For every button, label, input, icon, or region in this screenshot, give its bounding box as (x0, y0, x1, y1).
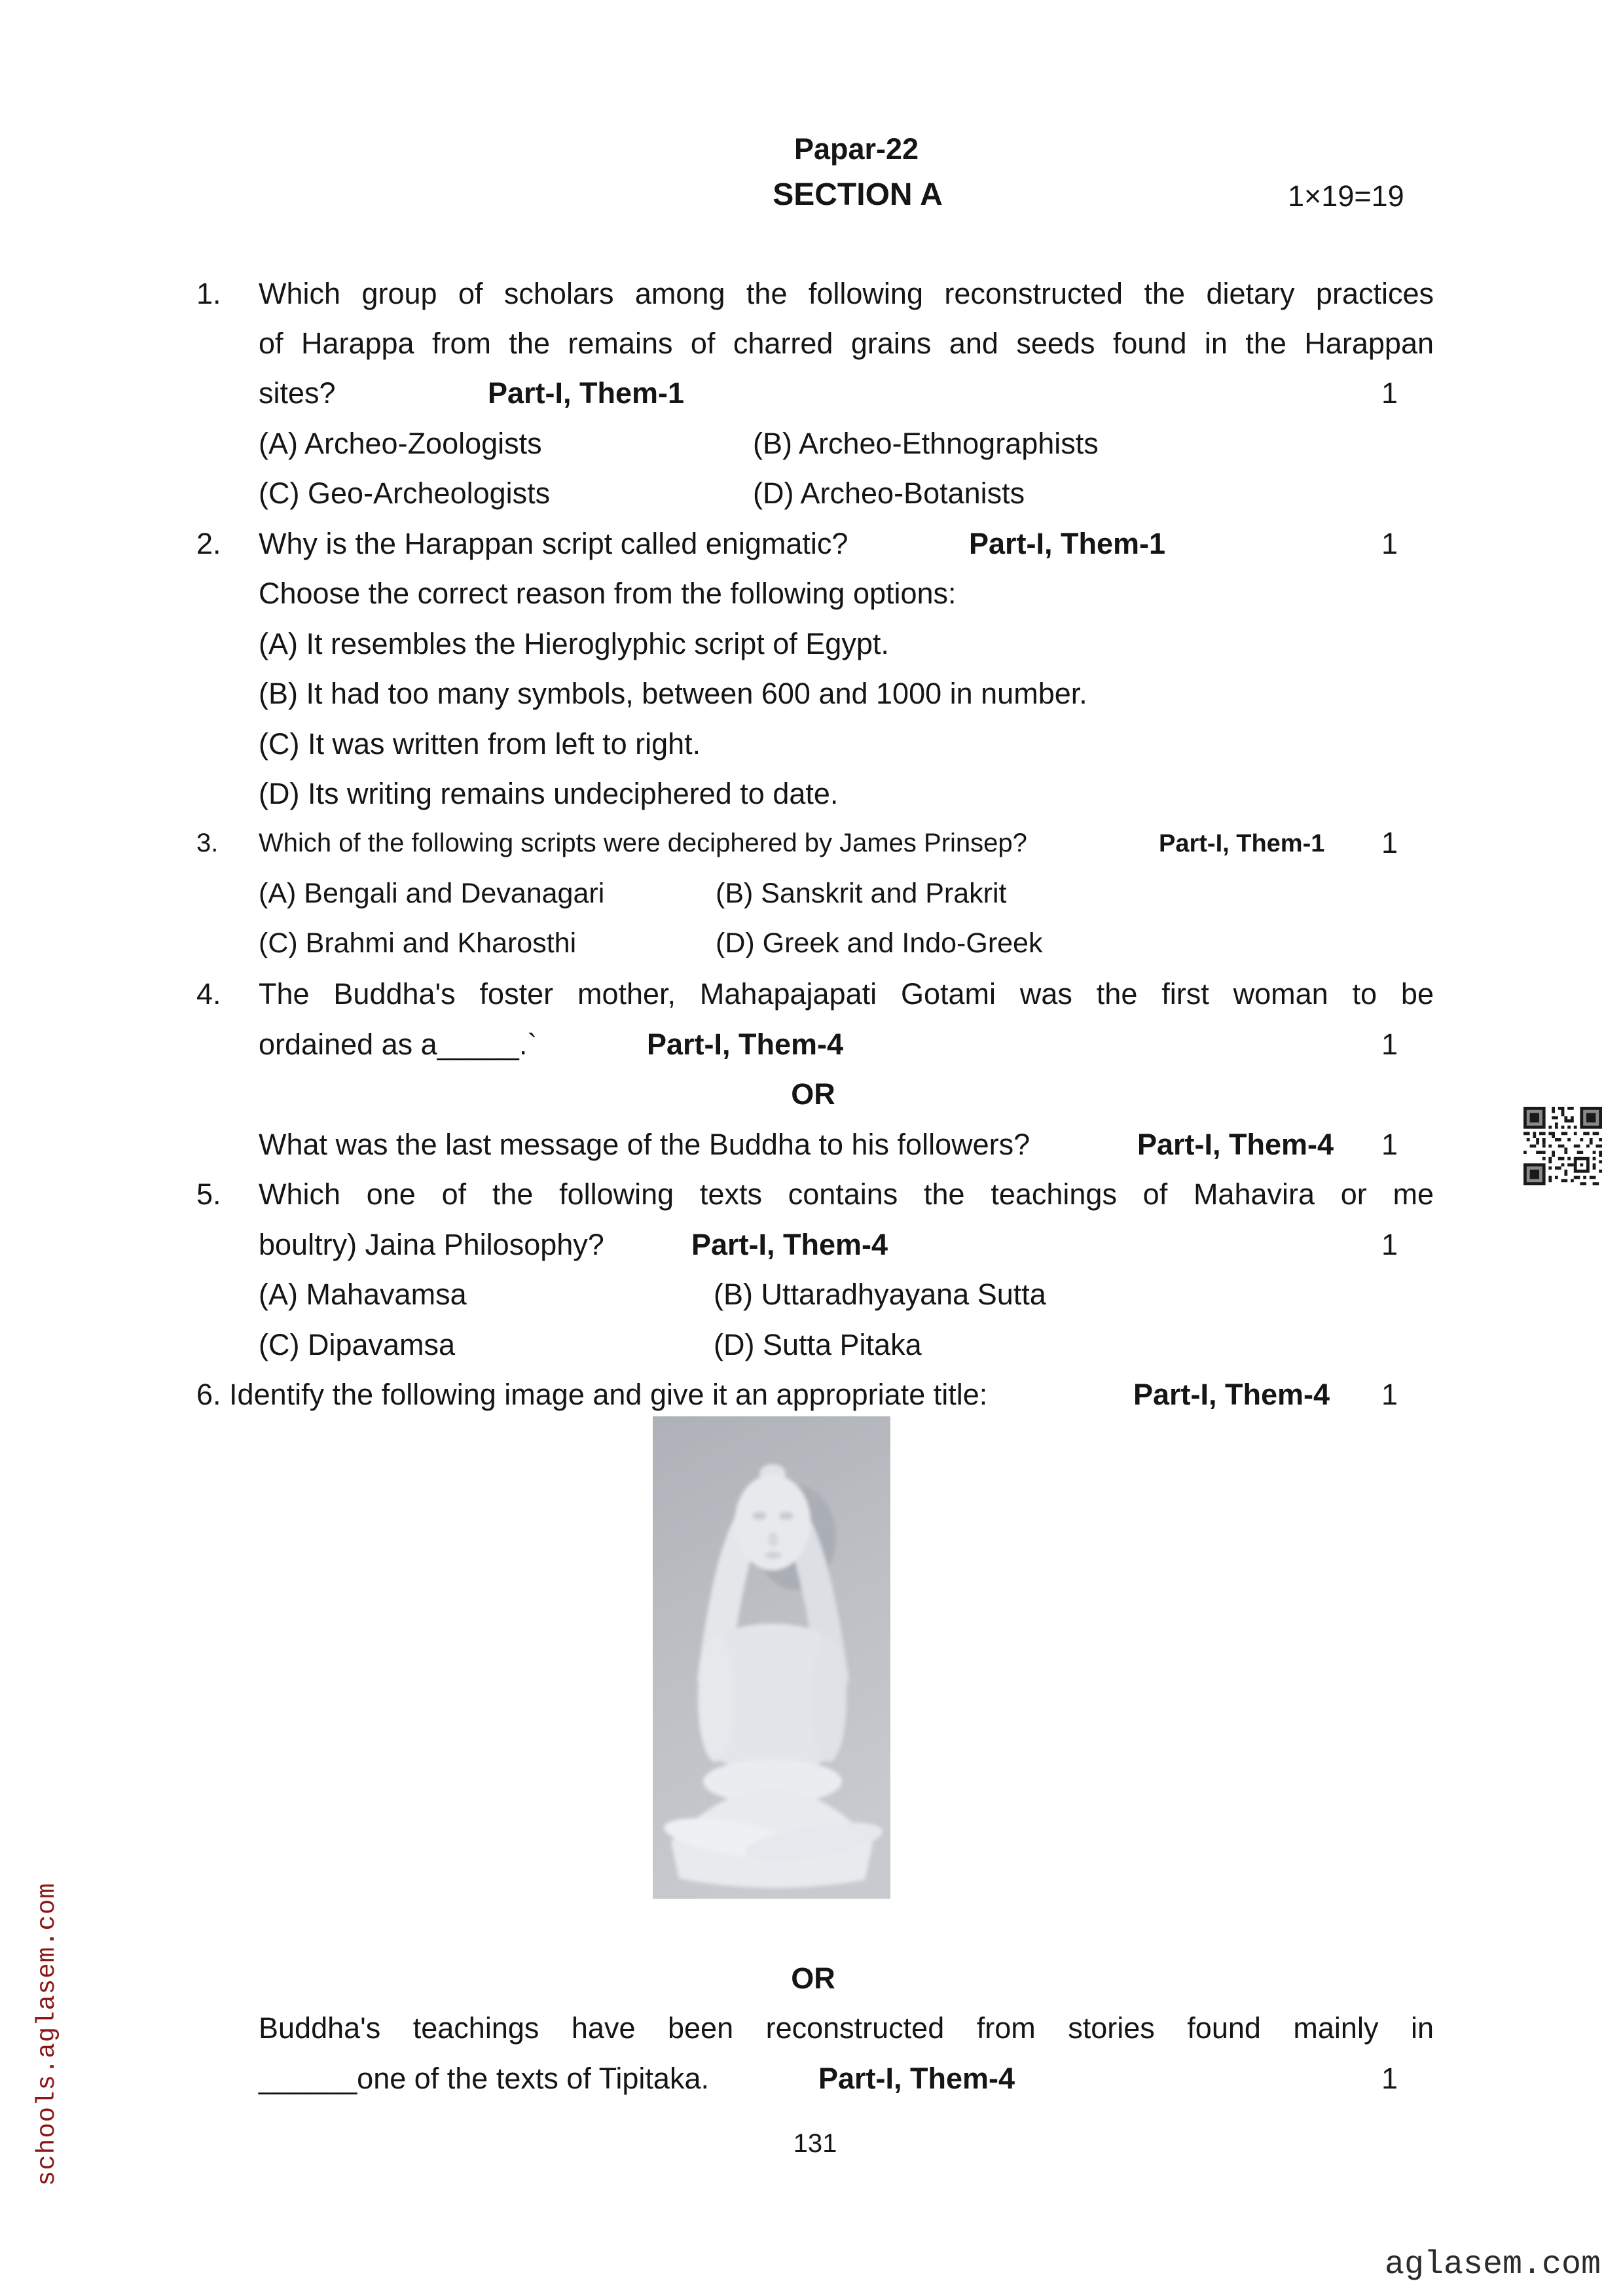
q6-line (196, 1376, 987, 1413)
q4-mark: 1 (1381, 1028, 1398, 1061)
q2-option-d: (D) Its writing remains undeciphered to date. (259, 777, 839, 810)
q4-line2: ordained as a_____.` (259, 1028, 538, 1061)
q3-option-a: (A) Bengali and Devanagari (259, 878, 605, 909)
q1-line3: sites? (259, 376, 336, 410)
qr-code-graphic (1523, 1106, 1602, 1186)
q5-theme-tag: Part-I, Them-4 (691, 1228, 888, 1261)
seated-sculpture-photo (653, 1416, 890, 1899)
q3-theme-tag: Part-I, Them-1 (1159, 830, 1325, 857)
q1-option-c: (C) Geo-Archeologists (259, 476, 551, 510)
q1-option-b: (B) Archeo-Ethnographists (753, 427, 1099, 460)
q2-option-a: (A) It resembles the Hieroglyphic script of Egypt. (259, 627, 889, 660)
q5-number: 5. (196, 1177, 221, 1211)
left-watermark: schools.aglasem.com (33, 1882, 62, 2186)
q1-line2: of Harappa from the remains of charred grains and seeds found in the Harappan (259, 327, 1434, 360)
q5-line2: boultry) Jaina Philosophy? (259, 1228, 604, 1261)
question-image (653, 1416, 890, 1899)
q5-option-d: (D) Sutta Pitaka (714, 1328, 922, 1361)
q4-line1: The Buddha's foster mother, Mahapajapati Gotami was the first woman to be (259, 977, 1434, 1011)
q3-line1: Which of the following scripts were deciphered by James Prinsep? (259, 829, 1027, 857)
q6-or-theme-tag: Part-I, Them-4 (818, 2062, 1015, 2095)
q6-or-mark: 1 (1381, 2062, 1398, 2095)
q2-option-c: (C) It was written from left to right. (259, 727, 701, 761)
q6-text: Identify the following image and give it an appropriate title: (229, 1378, 988, 1411)
q1-option-a: (A) Archeo-Zoologists (259, 427, 542, 460)
q4-alt-mark: 1 (1381, 1128, 1398, 1161)
q1-option-d: (D) Archeo-Botanists (753, 476, 1025, 510)
paper-title: Papar-22 (793, 132, 919, 166)
q6-or-label: OR (791, 1962, 835, 1995)
q6-or-line1: Buddha's teachings have been reconstructed from stories found mainly in (259, 2011, 1434, 2045)
q1-theme-tag: Part-I, Them-1 (488, 376, 685, 410)
q4-alt-theme-tag: Part-I, Them-4 (1137, 1128, 1334, 1161)
q1-mark: 1 (1381, 376, 1398, 410)
q3-option-b: (B) Sanskrit and Prakrit (716, 878, 1007, 909)
bottom-right-watermark: aglasem.com (1385, 2246, 1601, 2284)
q3-option-c: (C) Brahmi and Kharosthi (259, 927, 577, 959)
q2-option-b: (B) It had too many symbols, between 600 and 1000 in number. (259, 677, 1087, 710)
q6-theme-tag: Part-I, Them-4 (1133, 1378, 1330, 1411)
q2-theme-tag: Part-I, Them-1 (969, 527, 1166, 560)
q3-mark: 1 (1381, 826, 1398, 859)
q4-or-label: OR (791, 1077, 835, 1111)
q6-number: 6. (196, 1378, 221, 1411)
q4-alt-line: What was the last message of the Buddha to his followers? (259, 1128, 1030, 1161)
q5-option-c: (C) Dipavamsa (259, 1328, 456, 1361)
q5-option-a: (A) Mahavamsa (259, 1278, 467, 1311)
q5-line1: Which one of the following texts contains the teachings of Mahavira or me (259, 1177, 1434, 1211)
section-heading: SECTION A (773, 177, 943, 212)
qr-code (1523, 1106, 1602, 1186)
q6-or-line2: ______one of the texts of Tipitaka. (259, 2062, 709, 2095)
q4-number: 4. (196, 977, 221, 1011)
q3-number: 3. (196, 829, 219, 857)
q2-line2: Choose the correct reason from the following options: (259, 577, 957, 610)
q2-mark: 1 (1381, 527, 1398, 560)
q5-mark: 1 (1381, 1228, 1398, 1261)
page-number: 131 (793, 2129, 837, 2158)
q1-line1: Which group of scholars among the following reconstructed the dietary practices (259, 277, 1434, 310)
q5-option-b: (B) Uttaradhyayana Sutta (714, 1278, 1046, 1311)
q4-theme-tag: Part-I, Them-4 (647, 1028, 844, 1061)
q2-line1: Why is the Harappan script called enigmatic? (259, 527, 848, 560)
q6-mark: 1 (1381, 1378, 1398, 1411)
q2-number: 2. (196, 527, 221, 560)
marks-scheme: 1×19=19 (1288, 179, 1404, 213)
q3-option-d: (D) Greek and Indo-Greek (716, 927, 1043, 959)
q1-number: 1. (196, 277, 221, 310)
